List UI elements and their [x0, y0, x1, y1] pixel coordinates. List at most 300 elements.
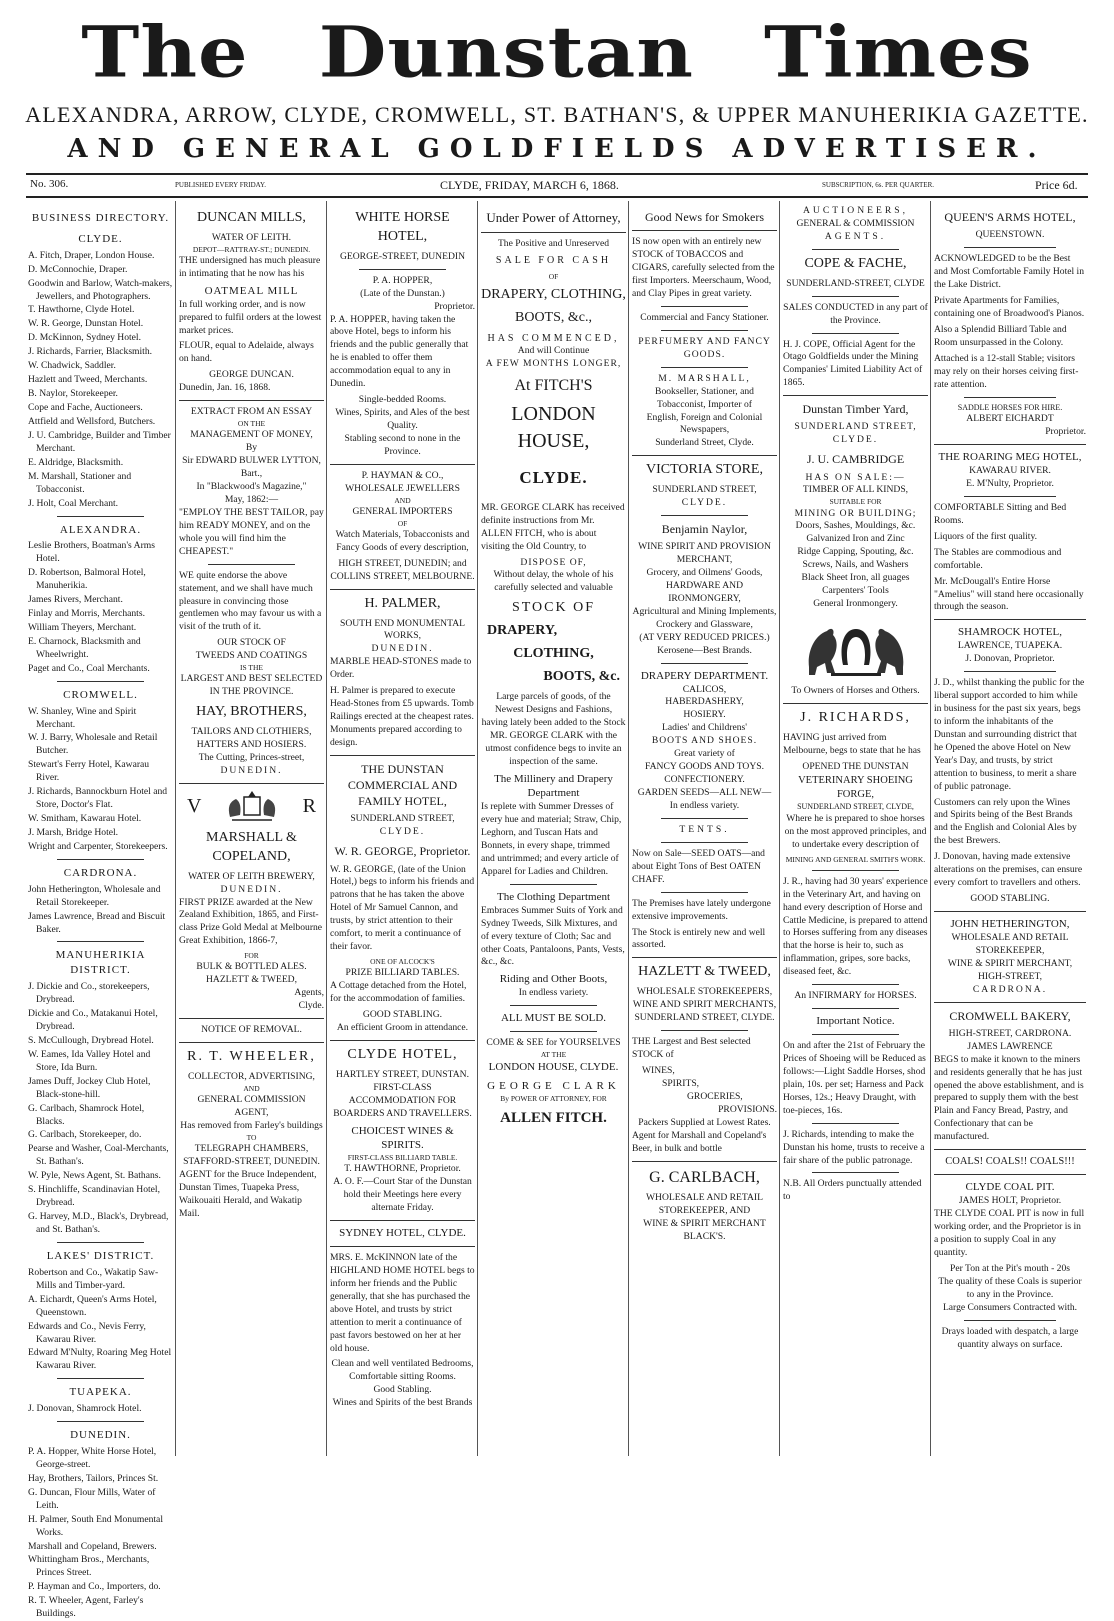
directory-entry: Cope and Fache, Auctioneers.: [28, 402, 143, 413]
divider: [812, 296, 899, 297]
roaring-body: COMFORTABLE Sitting and Bed Rooms.: [934, 501, 1067, 526]
directory-lakes-heading: LAKES' DISTRICT.: [46, 1249, 155, 1262]
wheeler-l1: COLLECTOR, ADVERTISING,: [188, 1070, 315, 1082]
drapery-l10: In endless variety.: [669, 799, 740, 811]
stock-l5: IN THE PROVINCE.: [209, 686, 294, 698]
directory-entry: Paget and Co., Coal Merchants.: [28, 662, 150, 674]
price: Price 6d.: [1035, 178, 1078, 192]
divider: [632, 230, 777, 231]
smokers-body: IS now open with an entirely new STOCK of TOBACCOS and CIGARS, carefully selected from the first Importers. Meerschaum, Wood, and Clay Pipes in great variety.: [632, 236, 775, 299]
divider: [208, 564, 295, 565]
fitch-l1: The Positive and Unreserved: [497, 237, 610, 249]
directory-cardrona-list: [28, 884, 173, 937]
fitch-l7: And will Continue: [517, 345, 590, 357]
stock-l2: TWEEDS AND COATINGS: [195, 650, 308, 662]
auctioneers-l2: GENERAL & COMMISSION: [796, 217, 915, 229]
wheeler-l2: AND: [243, 1083, 260, 1093]
naylor-l5: HARDWARE AND IRONMONGERY,: [665, 580, 744, 605]
queens-body: ACKNOWLEDGED to be the Best and Most Comfortable Family Hotel in the Lake District.: [934, 253, 1085, 290]
divider: [661, 1030, 748, 1031]
wheeler-l7: TELEGRAPH CHAMBERS,: [194, 1142, 309, 1154]
directory-entry: Goodwin and Barlow, Watch-makers, Jewellers, and Photographers.: [28, 277, 173, 302]
shamrock-l2: J. Donovan, Proprietor.: [965, 653, 1055, 665]
title-word-dunstan: Dunstan: [318, 11, 694, 93]
bakery-body: BEGS to make it known to the miners and residents generally that he has just opened the above establishment, and is prepared to supply them with the best Plain and Fancy Bread, Pastry, and Confectionary that can be manufactured.: [934, 1053, 1084, 1143]
shamrock-body: J. D., whilst thanking the public for the liberal support accorded to him while in business for the past six years, begs to inform the inhabitants of the Dunstan and surrounding district that he Opened the above Hotel on New Year's Day, and trusts, by strict attention to business, to merit a share of public patronage.: [934, 677, 1085, 792]
fitch-l3: OF: [548, 271, 559, 281]
divider: [934, 1149, 1086, 1150]
hazlett-l3: THE Largest and Best selected STOCK of: [632, 1036, 751, 1061]
hazlett-l7: PROVISIONS.: [718, 1103, 777, 1115]
directory-entry: J. Dickie and Co., storekeepers, Drybread.: [28, 981, 150, 1006]
clyde-hotel-l1: HARTLEY STREET, DUNSTAN.: [336, 1068, 469, 1080]
timber-l1: SUNDERLAND STREET,: [794, 421, 917, 433]
directory-entry: Finlay and Morris, Merchants.: [28, 608, 145, 620]
hopper-body: P. A. HOPPER, having taken the above Hotel, begs to inform his friends and the public generally that he is enabled to offer them accommodation equal to any in Dunedin.: [330, 313, 469, 390]
directory-manuherikia-list: [28, 981, 173, 1237]
marshall-l5: Sunderland Street, Clyde.: [655, 437, 754, 449]
drapery-l2: HABERDASHERY,: [665, 696, 744, 708]
divider: [964, 1320, 1055, 1321]
divider: [812, 1034, 899, 1035]
drapery-l9: GARDEN SEEDS—ALL NEW—: [637, 787, 772, 799]
divider: [632, 957, 777, 958]
column-5: [630, 201, 780, 1456]
hetherington-heading: JOHN HETHERINGTON,: [950, 918, 1070, 931]
dunstan-hotel-heading: THE DUNSTAN COMMERCIAL AND FAMILY HOTEL,: [347, 761, 458, 809]
clyde-hotel-l2: FIRST-CLASS ACCOMMODATION FOR BOARDERS AND TRAVELLERS.: [333, 1081, 472, 1119]
victoria-l1: SUNDERLAND STREET,: [652, 484, 757, 496]
divider: [964, 496, 1055, 497]
essay-l1: ON THE: [237, 419, 266, 429]
columns: [26, 201, 1088, 1620]
fitch-l10: LONDON HOUSE,: [511, 402, 596, 452]
fitch-body5: Embraces Summer Suits of York and Sydney Tweeds, Silk Mixtures, and of every texture of Cloth; Sac and other Coats, Pantaloons, Pants, Vests, &c., &c.: [481, 904, 625, 968]
shamrock-l1: LAWRENCE, TUAPEKA.: [957, 640, 1063, 652]
richards-l5: Where he is prepared to shoe horses on the most approved principles, and to undertake every description of: [784, 812, 927, 850]
directory-entry: Edward M'Nulty, Roaring Meg Hotel Kawarau River.: [28, 1347, 172, 1372]
hopper-late: (Late of the Dunstan.): [360, 287, 445, 299]
richards-l3: VETERINARY SHOEING FORGE,: [798, 774, 913, 800]
shamrock-l3: GOOD STABLING.: [970, 893, 1050, 905]
divider: [661, 515, 748, 516]
removal-heading: NOTICE OF REMOVAL.: [201, 1024, 302, 1036]
notice-l1: N.B. All Orders punctually attended to: [783, 1178, 922, 1203]
victoria-store-heading: VICTORIA STORE,: [646, 462, 763, 478]
fitch-l9: At FITCH'S: [514, 377, 593, 395]
directory-lakes-list: [28, 1267, 173, 1374]
directory-entry: Leslie Brothers, Boatman's Arms Hotel.: [28, 540, 155, 565]
directory-entry: B. Naylor, Storekeeper.: [28, 388, 118, 400]
richards-l4: SUNDERLAND STREET, CLYDE,: [797, 802, 914, 811]
wheeler-l5: Has removed from Farley's buildings: [180, 1119, 323, 1131]
divider: [179, 783, 324, 784]
drapery-l4: Ladies' and Childrens': [662, 722, 747, 734]
divider: [481, 232, 626, 233]
column-3: [328, 201, 478, 1456]
drapery-dept-heading: DRAPERY DEPARTMENT.: [640, 669, 769, 682]
marshall-l3: Bookseller, Stationer, and Tobacconist, Importer of: [655, 385, 754, 410]
victoria-l2: CLYDE.: [681, 497, 728, 509]
fitch-l13: STOCK OF: [511, 600, 596, 616]
divider: [934, 1002, 1086, 1003]
queens-l2: Private Apartments for Families, containing one of Broadwood's Pianos.: [934, 294, 1085, 319]
divider: [812, 249, 899, 250]
palmer-heading: H. PALMER,: [364, 595, 441, 611]
directory-entry: Whittingham Bros., Merchants, Princes Street.: [28, 1554, 150, 1579]
timber-l8: Galvanized Iron and Zinc: [806, 533, 905, 545]
newspaper-title: [0, 8, 1114, 96]
fitch-body3: Large parcels of goods, of the Newest Designs and Fashions, having lately been added to the Stock MR. GEORGE CLARK with the utmost confidence begs to invite an inspection of the same.: [481, 690, 626, 767]
royal-arms-icon: [222, 789, 282, 825]
column-2: [177, 201, 327, 1456]
richards-l1: To Owners of Horses and Others.: [791, 685, 920, 697]
directory-entry: T. Hawthorne, Clyde Hotel.: [28, 304, 135, 316]
white-horse-heading: WHITE HORSE HOTEL,: [355, 210, 450, 244]
roaring-l5: Mr. McDougall's Entire Horse "Amelius" will stand here occasionally through the season.: [934, 575, 1084, 613]
directory-alexandra-list: [28, 540, 173, 675]
roaring-meg-heading: THE ROARING MEG HOTEL,: [938, 451, 1082, 464]
directory-clyde-heading: CLYDE.: [78, 232, 123, 245]
queens-l5: SADDLE HORSES FOR HIRE.: [957, 402, 1063, 412]
richards-name: J. RICHARDS,: [800, 709, 911, 725]
divider: [812, 333, 899, 334]
bakery-l1: HIGH-STREET, CARDRONA.: [948, 1027, 1072, 1039]
directory-entry: J. Marsh, Bridge Hotel.: [28, 827, 119, 838]
hetherington-l3: WINE & SPIRIT MERCHANT,: [947, 957, 1073, 969]
george-l5: A Cottage detached from the Hotel, for the accommodation of families.: [330, 980, 467, 1005]
divider: [812, 1123, 899, 1124]
lawrence-name: JAMES LAWRENCE: [967, 1040, 1053, 1052]
directory-cromwell-heading: CROMWELL.: [63, 688, 138, 701]
hopper-l3: Stabling second to none in the Province.: [344, 432, 461, 457]
carlbach-l3: WINE & SPIRIT MERCHANT: [643, 1218, 766, 1230]
holt-name: JAMES HOLT, Proprietor.: [958, 1195, 1062, 1207]
divider: [179, 1042, 324, 1043]
fitch-l25: GEORGE CLARK: [487, 1079, 620, 1092]
fitch-l24: LONDON HOUSE, CLYDE.: [488, 1061, 619, 1074]
timber-l7: Doors, Sashes, Mouldings, &c.: [795, 520, 916, 532]
directory-entry: W. J. Barry, Wholesale and Retail Butcher.: [28, 732, 158, 757]
coal-l3: Per Ton at the Pit's mouth - 20s: [949, 1262, 1070, 1274]
cambridge-name: J. U. CAMBRIDGE: [806, 452, 905, 467]
divider: [934, 1174, 1086, 1175]
column-business-directory: [26, 201, 176, 1620]
directory-entry: Edwards and Co., Nevis Ferry, Kawarau River.: [28, 1320, 146, 1345]
directory-entry: R. T. Wheeler, Agent, Farley's Buildings.: [28, 1595, 144, 1620]
directory-entry: Robertson and Co., Wakatip Saw-Mills and Timber-yard.: [28, 1266, 159, 1291]
top-rule: [26, 173, 1088, 175]
hazlett-l9: Agent for Marshall and Copeland's Beer, in bulk and bottle: [632, 1129, 767, 1154]
carlbach-l2: STOREKEEPER, AND: [658, 1205, 751, 1217]
richards-l6: MINING AND GENERAL SMITH'S WORK.: [785, 854, 926, 864]
directory-entry: A. Eichardt, Queen's Arms Hotel, Queenstown.: [28, 1293, 157, 1318]
drapery-l12: Now on Sale—SEED OATS—and about Eight Tons of Best OATEN CHAFF.: [632, 847, 765, 885]
divider: [330, 1220, 475, 1221]
sydney-body: MRS. E. McKINNON late of the HIGHLAND HOME HOTEL begs to inform her friends and the Public generally, that she has purchased the above Hotel, and trusts by strict attention to merit a continuance of past favors bestowed on her at her old house.: [330, 1251, 475, 1354]
directory-entry: James Lawrence, Bread and Biscuit Baker.: [28, 910, 166, 935]
divider: [964, 247, 1055, 248]
directory-dunedin-heading: DUNEDIN.: [70, 1429, 131, 1442]
oatmeal-mill: OATMEAL MILL: [204, 284, 299, 297]
brewery-ales: BULK & BOTTLED ALES.: [196, 961, 307, 973]
white-horse-sub: GEORGE-STREET, DUNEDIN: [339, 250, 466, 262]
drapery-l3: HOSIERY.: [683, 709, 726, 721]
subtitle-advertiser: AND GENERAL GOLDFIELDS ADVERTISER.: [67, 134, 1047, 164]
essay-l6: May, 1862:—: [224, 493, 279, 505]
directory-entry: E. Charnock, Blacksmith and Wheelwright.: [28, 635, 141, 660]
cope-fache-heading: COPE & FACHE,: [804, 255, 907, 271]
directory-entry: John Hetherington, Wholesale and Retail Storekeeper.: [28, 883, 161, 908]
drapery-l13: The Premises have lately undergone extensive improvements.: [632, 897, 771, 922]
directory-entry: W. Shanley, Wine and Spirit Merchant.: [28, 705, 137, 730]
timber-l9: Ridge Capping, Spouting, &c.: [797, 546, 914, 558]
smokers-l1: Commercial and Fancy Stationer.: [640, 311, 769, 323]
auctioneers-l3: AGENTS.: [824, 230, 887, 242]
divider: [57, 1378, 144, 1379]
divider: [812, 1172, 899, 1173]
divider: [359, 269, 446, 270]
directory-tuapeka-heading: TUAPEKA.: [69, 1386, 132, 1399]
marshall-copeland-heading: MARSHALL & COPELAND,: [206, 829, 297, 864]
divider: [812, 1008, 899, 1009]
drapery-l8: CONFECTIONERY.: [664, 774, 745, 786]
directory-entry: Hazlett and Tweed, Merchants.: [28, 374, 148, 386]
directory-entry: W. Eames, Ida Valley Hotel and Store, Ida Burn.: [28, 1048, 151, 1073]
hayman-l2: AND: [394, 495, 411, 505]
hopper-l1: Single-bedded Rooms.: [358, 394, 447, 406]
fitch-l21: ALL MUST BE SOLD.: [500, 1012, 607, 1025]
directory-heading: BUSINESS DIRECTORY.: [31, 212, 170, 224]
richards-body: HAVING just arrived from Melbourne, begs to state that he has: [783, 731, 921, 756]
carlbach-l1: WHOLESALE AND RETAIL: [645, 1192, 763, 1204]
drapery-l14: The Stock is entirely new and well assorted.: [632, 926, 766, 951]
timber-l13: General Ironmongery.: [813, 598, 898, 610]
stock-l4: LARGEST AND BEST SELECTED: [180, 673, 323, 685]
duncan-mills-body3: FLOUR, equal to Adelaide, always on hand.: [179, 340, 314, 365]
bottom-rule: [26, 196, 1088, 198]
palmer-l2: DUNEDIN.: [371, 643, 434, 655]
hazlett-l2: SUNDERLAND STREET, CLYDE.: [634, 1012, 775, 1024]
directory-entry: Stewart's Ferry Hotel, Kawarau River.: [28, 759, 150, 784]
duncan-mills-depot: DEPOT—RATTRAY-ST.; DUNEDIN.: [192, 244, 311, 254]
directory-entry: Pearse and Washer, Coal-Merchants, St. Bathan's.: [28, 1143, 169, 1168]
directory-dunedin-list: [28, 1446, 173, 1621]
hazlett-l1: WHOLESALE STOREKEEPERS, WINE AND SPIRIT MERCHANTS,: [632, 986, 777, 1011]
divider: [661, 892, 748, 893]
attorney-heading: Under Power of Attorney,: [486, 210, 621, 225]
coal-body: THE CLYDE COAL PIT is now in full working order, and the Proprietor is in a position to supply Coal in any quantity.: [934, 1208, 1085, 1258]
divider: [661, 842, 748, 843]
queens-l1: QUEENSTOWN.: [975, 229, 1045, 241]
richards-body2: J. R., having had 30 years' experience in the Veterinary Art, and having on hand every description of Horse and Cattle Medicine, is prepared to attend to Horses suffering from any diseases that the horse is heir to, such as inflammation, gripes, sore backs, diseased feet, &c.: [783, 875, 928, 978]
divider: [330, 464, 475, 465]
fitch-l8: A FEW MONTHS LONGER,: [485, 358, 622, 370]
wheeler-body: AGENT for the Bruce Independent, Dunstan Times, Tuapeka Press, Waikouaiti Herald, and Wakatip Mail.: [179, 1168, 317, 1219]
hetherington-l5: CARDRONA.: [972, 983, 1048, 995]
fitch-l16: BOOTS, &c.: [543, 669, 620, 685]
brewery-clyde: Clyde.: [298, 1000, 324, 1012]
hazlett-l4: WINES,: [642, 1065, 675, 1076]
essay-heading: EXTRACT FROM AN ESSAY: [190, 406, 313, 418]
timber-yard-heading: Dunstan Timber Yard,: [802, 402, 909, 417]
george-l4: PRIZE BILLIARD TABLES.: [345, 967, 460, 979]
divider: [934, 911, 1086, 912]
fitch-l27: ALLEN FITCH.: [500, 1109, 607, 1126]
drapery-l5: BOOTS AND SHOES.: [651, 735, 758, 747]
timber-l11: Black Sheet Iron, all guages: [801, 572, 910, 584]
directory-entry: J. Donovan, Shamrock Hotel.: [28, 1403, 142, 1415]
divider: [330, 755, 475, 756]
george-l7: An efficient Groom in attendance.: [336, 1021, 469, 1033]
duncan-mills-heading: DUNCAN MILLS,: [197, 210, 306, 225]
hetherington-l2: STOREKEEPER,: [975, 944, 1045, 956]
directory-entry: James Duff, Jockey Club Hotel, Black-stone-hill.: [28, 1075, 151, 1100]
hazlett-l8: Packers Supplied at Lowest Rates.: [638, 1116, 771, 1128]
divider: [330, 589, 475, 590]
fitch-l11: CLYDE.: [519, 467, 588, 487]
palmer-body2: H. Palmer is prepared to execute Head-Stones from £5 upwards. Tomb Railings erected at the cheapest rates. Monuments prepared according to design.: [330, 685, 474, 748]
roaring-l3: Liquors of the first quality.: [934, 530, 1038, 542]
fitch-l19: Riding and Other Boots,: [499, 973, 608, 986]
royal-cipher-r: R: [302, 795, 316, 818]
divider: [57, 941, 144, 942]
divider: [661, 367, 748, 368]
carlbach-heading: G. CARLBACH,: [649, 1168, 760, 1186]
directory-entry: D. Robertson, Balmoral Hotel, Manuherikia.: [28, 567, 146, 592]
clyde-hotel-l5: T. HAWTHORNE, Proprietor.: [344, 1163, 461, 1175]
drapery-l6: Great variety of: [674, 748, 735, 760]
directory-entry: J. U. Cambridge, Builder and Timber Merchant.: [28, 429, 171, 454]
duncan-mills-body2: In full working order, and is now prepared to fulfil orders at the lowest market prices.: [179, 298, 322, 336]
george-body: W. R. GEORGE, (late of the Union Hotel,) begs to inform his friends and patrons that he has taken the above Hotel of Mr Samuel Cannon, and trusts, by strict attention to their comfort, to merit a continuance of their favor.: [330, 863, 475, 953]
coal-pit-heading: CLYDE COAL PIT.: [965, 1181, 1055, 1194]
directory-entry: S. McCullough, Drybread Hotel.: [28, 1034, 154, 1046]
sydney-l3: Good Stabling.: [373, 1384, 432, 1396]
divider: [661, 306, 748, 307]
directory-entry: P. A. Hopper, White Horse Hotel, George-street.: [28, 1445, 157, 1470]
marshall-name: M. MARSHALL,: [658, 372, 751, 384]
divider: [57, 859, 144, 860]
hay-brothers-heading: HAY, BROTHERS,: [196, 704, 307, 720]
directory-entry: J. Richards, Farrier, Blacksmith.: [28, 346, 153, 358]
divider: [330, 1040, 475, 1041]
timber-l6: MINING OR BUILDING;: [794, 507, 917, 519]
column-7: [932, 201, 1088, 1456]
fitch-l22: COME & SEE for YOURSELVES: [486, 1037, 621, 1049]
notice-body: On and after the 21st of February the Prices of Shoeing will be Reduced as follows:—Light Saddle Horses, shod plain, 10s. per set; Harness and Pack Horses, 12s.; Heavy Draught, with toe-pieces, 16s.: [783, 1040, 926, 1116]
coal-l4: The quality of these Coals is superior to any in the Province.: [938, 1275, 1082, 1300]
directory-entry: M. Marshall, Stationer and Tobacconist.: [28, 470, 132, 495]
divider: [812, 870, 899, 871]
brewery-agent: HAZLETT & TWEED,: [205, 974, 298, 986]
naylor-l6: Agricultural and Mining Implements, Crockery and Glassware,: [632, 605, 777, 630]
drapery-l11: TENTS.: [679, 823, 730, 835]
stock-l3: IS THE: [240, 663, 263, 673]
hayman-l5: Watch Materials, Tobacconists and Fancy Goods of every description,: [335, 528, 470, 553]
directory-entry: J. Richards, Bannockburn Hotel and Store, Doctor's Flat.: [28, 786, 168, 811]
shamrock-body2: Customers can rely upon the Wines and Spirits being of the Best Brands and the English and Colonial Ales by the best Brewers.: [934, 796, 1077, 847]
notice-body2: J. Richards, intending to make the Dunstan his home, trusts to receive a fair share of the public patronage.: [783, 1128, 925, 1166]
timber-l3: HAS ON SALE:—: [805, 471, 906, 483]
duncan-signature: GEORGE DUNCAN.: [209, 369, 294, 381]
directory-entry: D. McConnochie, Draper.: [28, 263, 128, 275]
issue-number: No. 306.: [30, 178, 69, 190]
directory-entry: Marshall and Copeland, Brewers.: [28, 1540, 157, 1552]
hazlett-l6: GROCERIES,: [687, 1090, 743, 1102]
shamrock-body3: J. Donovan, having made extensive alterations on the premises, can ensure every comfort to travellers and others.: [934, 851, 1083, 889]
eichardt-prop: Proprietor.: [1045, 426, 1086, 438]
directory-entry: G. Carlbach, Shamrock Hotel, Blacks.: [28, 1102, 145, 1127]
hazlett-heading: HAZLETT & TWEED,: [638, 964, 771, 980]
directory-entry: James Rivers, Merchant.: [28, 594, 123, 606]
horses-horseshoe-icon: [801, 617, 911, 679]
divider: [510, 884, 597, 885]
timber-l12: Carpenters' Tools: [822, 585, 889, 597]
hayman-heading: P. HAYMAN & CO.,: [361, 469, 444, 481]
essay-quote: "EMPLOY THE BEST TAILOR, pay him READY MONEY, and on the whole you will find him the CHEAPEST.": [179, 506, 324, 557]
queens-l3: Also a Splendid Billiard Table and Room unsurpassed in the Colony.: [934, 323, 1067, 348]
divider: [934, 619, 1086, 620]
divider: [661, 663, 748, 664]
fitch-l15: CLOTHING,: [513, 646, 594, 662]
fitch-l2: SALE FOR CASH: [495, 255, 612, 267]
hay-l2: HATTERS AND HOSIERS.: [196, 739, 307, 751]
tailor-body: WE quite endorse the above statement, and we shall have much pleasure in convincing those gentlemen who may favour us with a visit of the truth of it.: [179, 569, 322, 633]
directory-entry: Attfield and Wellsford, Butchers.: [28, 415, 156, 427]
column-6: [781, 201, 931, 1456]
clyde-hotel-heading: CLYDE HOTEL,: [347, 1046, 458, 1062]
subtitle-gazette: ALEXANDRA, ARROW, CLYDE, CROMWELL, ST. BATHAN'S, & UPPER MANUHERIKIA GAZETTE.: [25, 102, 1089, 127]
hopper-prop: Proprietor.: [434, 300, 475, 312]
palmer-l1: SOUTH END MONUMENTAL WORKS,: [339, 617, 465, 642]
divider: [632, 455, 777, 456]
smokers-l2: PERFUMERY AND FANCY GOODS.: [638, 335, 771, 360]
wheeler-name: R. T. WHEELER,: [187, 1049, 316, 1065]
sydney-l1: Clean and well ventilated Bedrooms,: [331, 1358, 474, 1370]
fitch-body2: Without delay, the whole of his carefully selected and valuable: [493, 569, 614, 594]
hazlett-l5: SPIRITS,: [662, 1077, 700, 1089]
divider: [661, 818, 748, 819]
fitch-l5: BOOTS, &c.,: [515, 310, 592, 325]
directory-entry: A. Fitch, Draper, London House.: [28, 249, 155, 261]
column-4-fitch-sale: [479, 201, 629, 1456]
fitch-l6: HAS COMMENCED,: [487, 332, 620, 344]
divider: [964, 671, 1055, 672]
naylor-name: Benjamin Naylor,: [661, 522, 748, 537]
george-l6: GOOD STABLING.: [362, 1009, 443, 1021]
masthead: [0, 0, 1114, 190]
palmer-body: MARBLE HEAD-STONES made to Order.: [330, 656, 472, 681]
queens-arms-heading: QUEEN'S ARMS HOTEL,: [944, 210, 1076, 224]
sydney-hotel-heading: SYDNEY HOTEL, CLYDE.: [339, 1227, 466, 1240]
roaring-l4: The Stables are commodious and comfortable.: [934, 546, 1062, 571]
naylor-l3: WINE SPIRIT AND PROVISION MERCHANT,: [638, 541, 771, 566]
eichardt-name: ALBERT EICHARDT: [966, 413, 1054, 425]
cromwell-bakery-heading: CROMWELL BAKERY,: [949, 1008, 1071, 1023]
naylor-l7: (AT VERY REDUCED PRICES.): [639, 631, 770, 643]
essay-l5: In "Blackwood's Magazine,": [196, 481, 307, 493]
essay-l3: By: [245, 442, 258, 454]
hopper-l2: Wines, Spirits, and Ales of the best Quality.: [335, 407, 470, 432]
divider: [661, 330, 748, 331]
divider: [57, 516, 144, 517]
duncan-mills-sub: WATER OF LEITH.: [211, 231, 292, 243]
directory-entry: W. Pyle, News Agent, St. Bathans.: [28, 1170, 161, 1182]
fitch-body: MR. GEORGE CLARK has received definite instructions from Mr. ALLEN FITCH, who is about visiting the Old Country, to: [481, 501, 625, 552]
directory-entry: W. R. George, Dunstan Hotel.: [28, 318, 144, 330]
divider: [812, 984, 899, 985]
